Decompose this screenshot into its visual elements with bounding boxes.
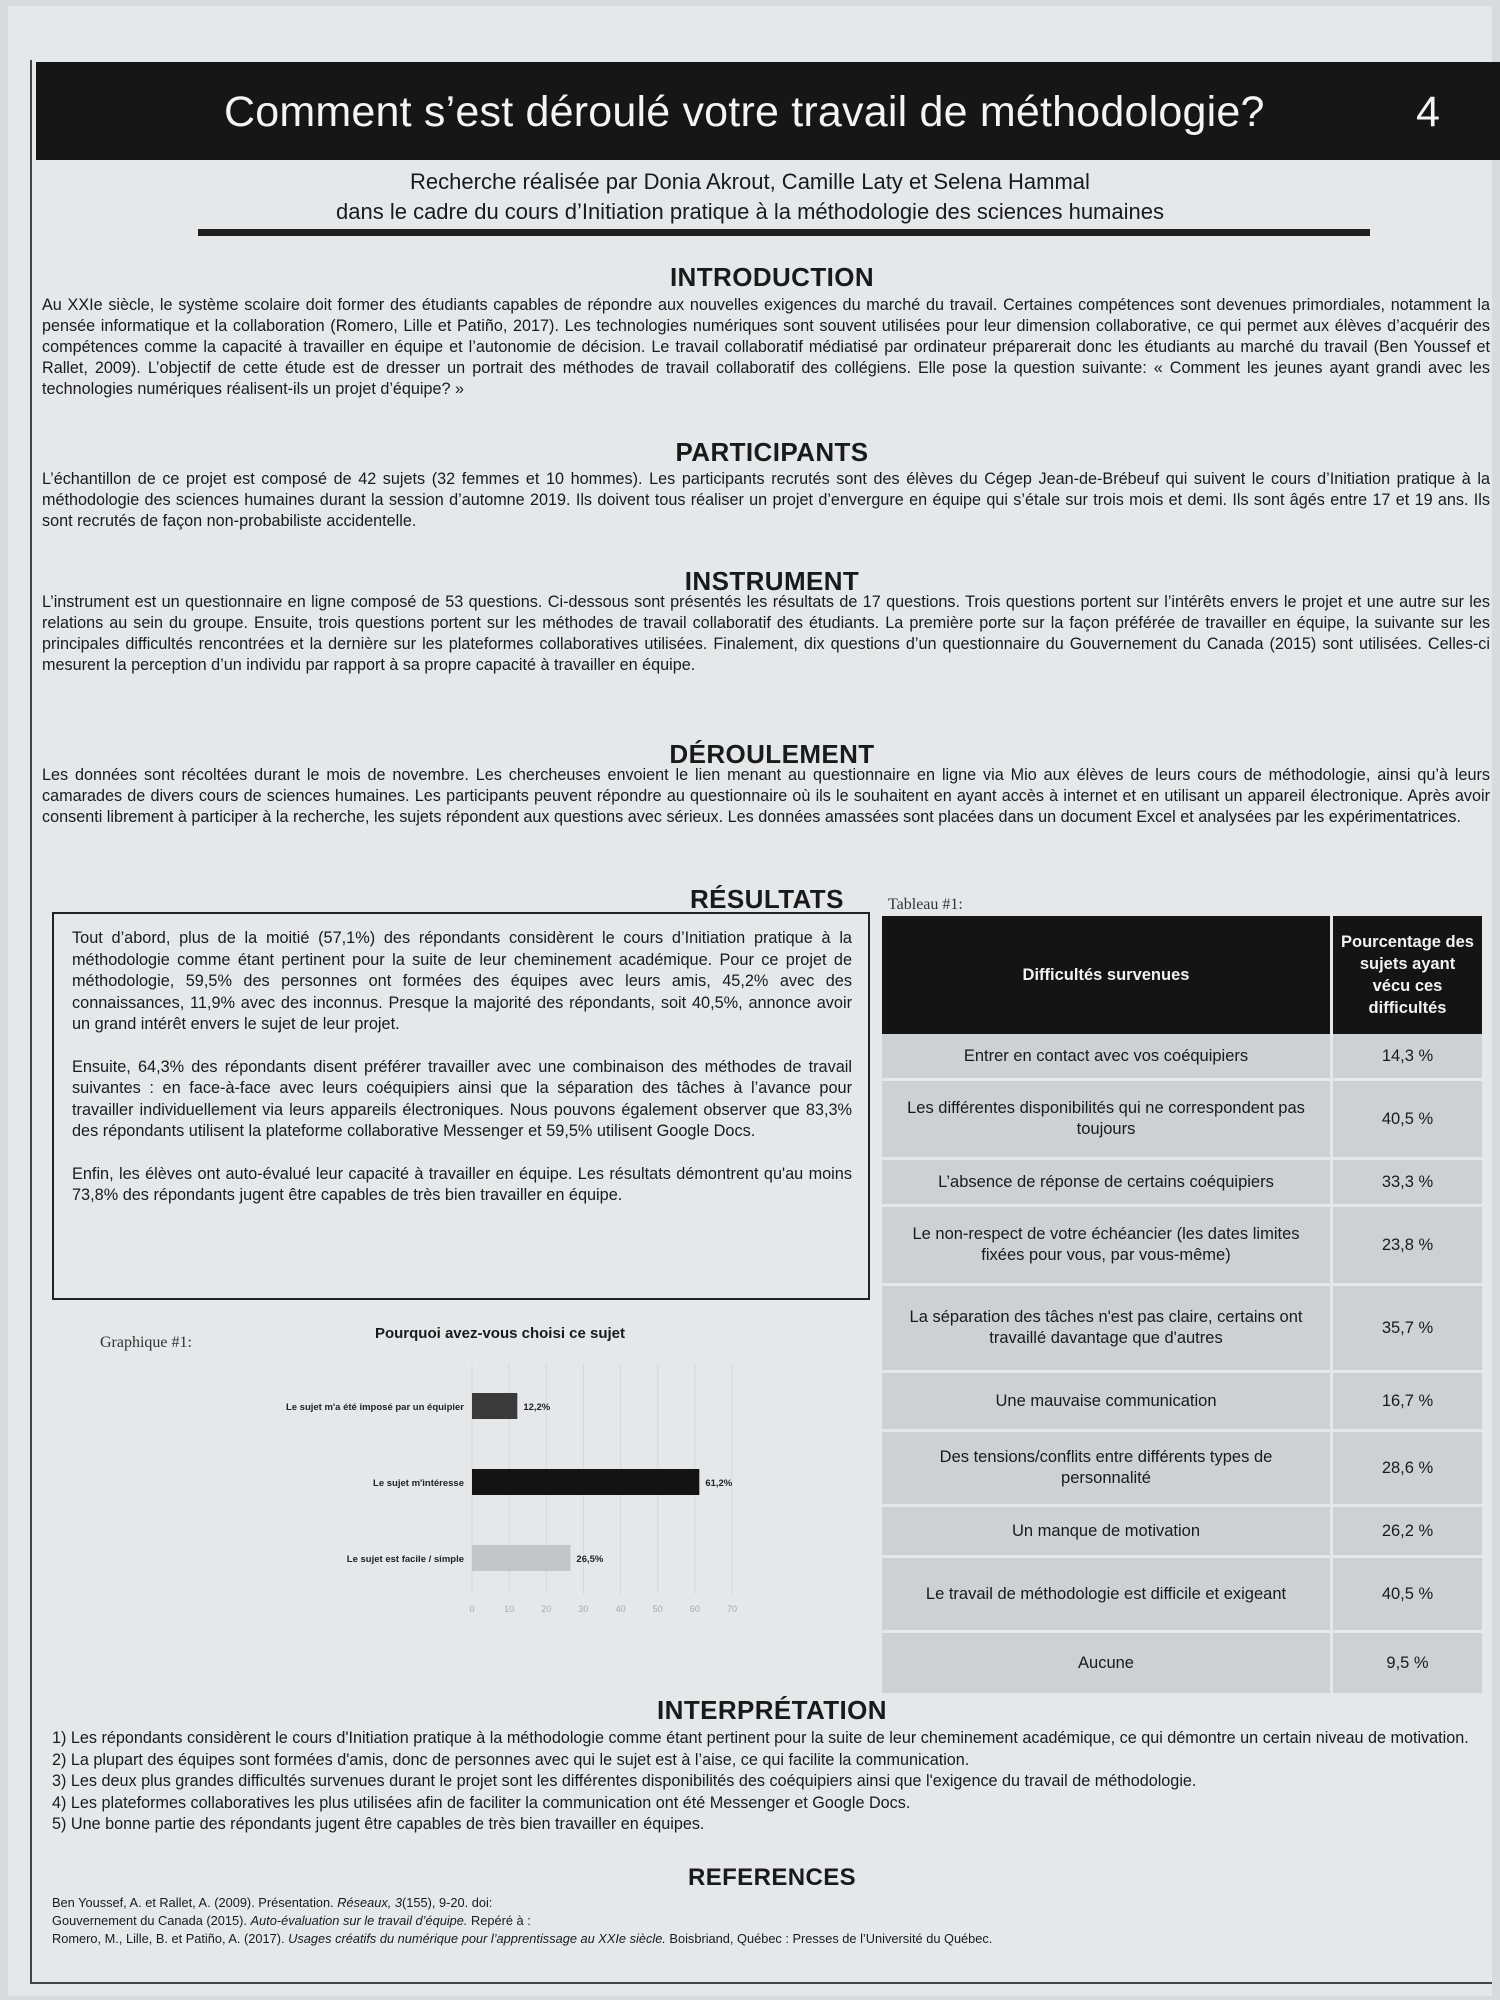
participants-heading: PARTICIPANTS xyxy=(675,437,869,467)
header-rule xyxy=(198,229,1370,236)
difficulties-table xyxy=(882,916,1482,1696)
table-header-percentage: Pourcentage des sujets ayant vécu ces difficultés xyxy=(1333,916,1482,1034)
table-cell-percentage: 33,3 % xyxy=(1333,1160,1482,1207)
reasons-bar-chart xyxy=(240,1314,760,1624)
reference-part: Boisbriand, Québec : Presses de l’Université du Québec. xyxy=(665,1931,993,1946)
interpretation-item: 3) Les deux plus grandes difficultés survenues durant le projet sont les différentes disponibilités des coéquipiers ainsi que l'exigence du travail de méthodologie. xyxy=(52,1772,1197,1790)
x-tick-label: 0 xyxy=(469,1604,475,1614)
table-cell-difficulty: Un manque de motivation xyxy=(882,1507,1333,1558)
x-tick-label: 20 xyxy=(541,1604,552,1614)
bar xyxy=(472,1545,570,1571)
table-row xyxy=(882,1207,1482,1286)
category-label: Le sujet m'a été imposé par un équipier xyxy=(285,1402,464,1413)
table-cell-difficulty: La séparation des tâches n'est pas claire, certains ont travaillé davantage que d'autres xyxy=(882,1286,1333,1373)
table-cell-percentage: 9,5 % xyxy=(1333,1633,1482,1696)
table-cell-percentage: 35,7 % xyxy=(1333,1286,1482,1373)
table-row xyxy=(882,1286,1482,1373)
table-header-difficulties: Difficultés survenues xyxy=(882,916,1333,1034)
resultats-paragraph-2: Ensuite, 64,3% des répondants disent préférer travailler avec une combinaison des méthodes de travail suivantes : en face-à-face avec leurs coéquipiers ainsi que la séparation des tâches à l’avance pour travailler individuellement via leurs appareils électroniques. Nous pouvons également observer que 83,3% des répondants utilisent la plateforme collaborative Messenger et 59,5% utilisent Google Docs. xyxy=(72,1057,852,1140)
reference-part: Ben Youssef, A. et Rallet, A. (2009). Présentation. xyxy=(52,1895,338,1910)
table-cell-percentage: 40,5 % xyxy=(1333,1558,1482,1633)
interpretation-item: 2) La plupart des équipes sont formées d'amis, donc de personnes avec qui le sujet est à l’aise, ce qui facilite la communication. xyxy=(52,1750,970,1769)
poster-number: 4 xyxy=(1416,88,1440,136)
category-label: Le sujet est facile / simple xyxy=(346,1554,464,1565)
table-cell-percentage: 23,8 % xyxy=(1333,1207,1482,1286)
interpretation-heading: INTERPRÉTATION xyxy=(657,1695,887,1725)
resultats-heading: RÉSULTATS xyxy=(690,884,844,914)
table-cell-difficulty: Des tensions/conflits entre différents types de personnalité xyxy=(882,1432,1333,1507)
resultats-paragraph-3: Enfin, les élèves ont auto-évalué leur capacité à travailler en équipe. Les résultats démontrent qu'au moins 73,8% des répondants jugent être capables de très bien travailler en équipe. xyxy=(72,1164,852,1204)
reference-part: Repéré à : xyxy=(467,1913,531,1928)
reference-part: Usages créatifs du numérique pour l’apprentissage au XXIe siècle. xyxy=(288,1931,666,1946)
reference-part: Réseaux, 3 xyxy=(337,1895,403,1910)
reference-part: Romero, M., Lille, B. et Patiño, A. (2017). xyxy=(52,1931,289,1946)
bar xyxy=(472,1393,517,1419)
reference-part: Gouvernement du Canada (2015). xyxy=(52,1913,251,1928)
interpretation-item: 4) Les plateformes collaboratives les plus utilisées afin de faciliter la communication ont été Messenger et Google Docs. xyxy=(52,1793,911,1812)
introduction-text: Au XXIe siècle, le système scolaire doit former des étudiants capables de répondre aux nouvelles exigences du marché du travail. Certaines compétences sont devenues primordiales, notamment la pensée informatique et la collaboration (Romero, Lille et Patiño, 2017). Les technologies numériques sont souvent utilisées pour leur dimension collaborative, ce qui permet aux élèves d’acquérir des compétences comme la capacité à travailler en équipe et l’autonomie de décision. Le travail collaboratif médiatisé par ordinateur préparerait donc les étudiants au marché du travail (Ben Youssef et Rallet, 2009). L’objectif de cette étude est de dresser un portrait des méthodes de travail collaboratif des collégiens. Elle pose la question suivante: « Comment les jeunes ayant grandi avec les technologies numériques réalisent-ils un projet d’équipe? » xyxy=(42,296,1490,398)
interpretation-item: 1) Les répondants considèrent le cours d'Initiation pratique à la méthodologie comme étant pertinent pour la suite de leur cheminement académique, ce qui démontre un certain niveau de motivation. xyxy=(52,1729,1469,1747)
references-heading: REFERENCES xyxy=(687,1864,857,1891)
table-row xyxy=(882,1373,1482,1432)
table-cell-difficulty: Entrer en contact avec vos coéquipiers xyxy=(882,1034,1333,1081)
table-row xyxy=(882,1160,1482,1207)
reference-item xyxy=(52,1912,992,1930)
table-cell-percentage: 40,5 % xyxy=(1333,1081,1482,1160)
table-cell-percentage: 14,3 % xyxy=(1333,1034,1482,1081)
poster-title: Comment s’est déroulé votre travail de méthodologie? xyxy=(224,88,1265,136)
x-tick-label: 50 xyxy=(652,1604,663,1614)
table-row xyxy=(882,1432,1482,1507)
instrument-heading: INSTRUMENT xyxy=(684,566,860,596)
x-tick-label: 10 xyxy=(504,1604,515,1614)
reference-part: Auto-évaluation sur le travail d’équipe. xyxy=(250,1913,468,1928)
interpretation-item: 5) Une bonne partie des répondants jugent être capables de très bien travailler en équipes. xyxy=(52,1815,705,1833)
bar-value-label: 26,5% xyxy=(576,1554,604,1565)
chart-title: Pourquoi avez-vous choisi ce sujet xyxy=(374,1325,626,1342)
table-cell-difficulty: L’absence de réponse de certains coéquipiers xyxy=(882,1160,1333,1207)
x-tick-label: 40 xyxy=(615,1604,626,1614)
table-cell-percentage: 26,2 % xyxy=(1333,1507,1482,1558)
bar xyxy=(472,1469,699,1495)
x-tick-label: 60 xyxy=(689,1604,700,1614)
interpretation-list xyxy=(52,1728,1484,1836)
authors-line-1: Recherche réalisée par Donia Akrout, Camille Laty et Selena Hammal xyxy=(410,169,1090,194)
reference-item xyxy=(52,1894,992,1912)
table-cell-difficulty: Le non-respect de votre échéancier (les dates limites fixées pour vous, par vous-même) xyxy=(882,1207,1333,1286)
category-label: Le sujet m'intéresse xyxy=(373,1478,464,1489)
table-row xyxy=(882,1633,1482,1696)
table-body xyxy=(882,1034,1482,1696)
authors-line-2: dans le cadre du cours d’Initiation pratique à la méthodologie des sciences humaines xyxy=(336,199,1164,224)
chart-caption: Graphique #1: xyxy=(100,1334,192,1351)
reference-part: (155), 9-20. doi: xyxy=(402,1895,493,1910)
resultats-box xyxy=(52,912,870,1300)
bar-value-label: 12,2% xyxy=(523,1402,551,1413)
instrument-text: L’instrument est un questionnaire en ligne composé de 53 questions. Ci-dessous sont présentés les résultats de 17 questions. Trois questions portent sur l’intérêts envers le projet et une autre sur les relations au sein du groupe. Ensuite, trois questions portent sur les méthodes de travail collaboratif des étudiants. La première porte sur la façon préférée de travailler en équipe, la suivante sur les principales difficultés rencontrées et la dernière sur les plateformes collaboratives utilisées. Finalement, dix questions d’un questionnaire du Gouvernement du Canada (2015) sont utilisées. Celles-ci mesurent la perception d’un individu par rapport à sa propre capacité à travailler en équipe. xyxy=(42,593,1490,674)
table-caption: Tableau #1: xyxy=(888,896,963,913)
deroulement-heading: DÉROULEMENT xyxy=(669,739,875,769)
table-row xyxy=(882,1081,1482,1160)
participants-text: L’échantillon de ce projet est composé de 42 sujets (32 femmes et 10 hommes). Les participants recrutés sont des élèves du Cégep Jean-de-Brébeuf qui suivent le cours d’Initiation pratique à la méthodologie des sciences humaines durant la session d’automne 2019. Ils doivent tous réaliser un projet d’envergure en équipe qui s’étale sur trois mois et demi. Ils sont âgés entre 17 et 19 ans. Ils sont recrutés de façon non-probabiliste accidentelle. xyxy=(42,470,1490,530)
table-header-row xyxy=(882,916,1482,1034)
deroulement-text: Les données sont récoltées durant le mois de novembre. Les chercheuses envoient le lien menant au questionnaire en ligne via Mio aux élèves de leurs cours de méthodologie, ainsi qu’à leurs camarades de divers cours de sciences humaines. Les participants peuvent répondre au questionnaire où ils le souhaitent en ayant accès à internet et en utilisant un appareil électronique. Après avoir consenti librement à participer à la recherche, les sujets répondent aux questions avec sérieux. Les données amassées sont placées dans un document Excel et analysées par les expérimentatrices. xyxy=(42,766,1490,826)
resultats-paragraph-1: Tout d’abord, plus de la moitié (57,1%) des répondants considèrent le cours d’Initiation pratique à la méthodologie comme étant pertinent pour la suite de leur cheminement académique. Pour ce projet de méthodologie, 59,5% des personnes ont formées des équipes avec leurs amis, 45,2% avec des connaissances, 11,9% avec des inconnus. Presque la majorité des répondants, soit 40,5%, annonce avoir un grand intérêt envers le sujet de leur projet. xyxy=(72,929,852,1033)
reference-item xyxy=(52,1930,992,1948)
table-row xyxy=(882,1507,1482,1558)
x-tick-label: 70 xyxy=(726,1604,738,1614)
x-tick-label: 30 xyxy=(578,1604,589,1614)
table-cell-difficulty: Les différentes disponibilités qui ne correspondent pas toujours xyxy=(882,1081,1333,1160)
introduction-heading: INTRODUCTION xyxy=(669,262,875,292)
references-list xyxy=(52,1894,992,1948)
table-row xyxy=(882,1034,1482,1081)
table-cell-percentage: 16,7 % xyxy=(1333,1373,1482,1432)
title-banner xyxy=(36,62,1500,160)
table-row xyxy=(882,1558,1482,1633)
bar-value-label: 61,2% xyxy=(705,1478,733,1489)
table-cell-difficulty: Une mauvaise communication xyxy=(882,1373,1333,1432)
table-cell-difficulty: Le travail de méthodologie est difficile et exigeant xyxy=(882,1558,1333,1633)
table-cell-difficulty: Aucune xyxy=(882,1633,1333,1696)
table-cell-percentage: 28,6 % xyxy=(1333,1432,1482,1507)
